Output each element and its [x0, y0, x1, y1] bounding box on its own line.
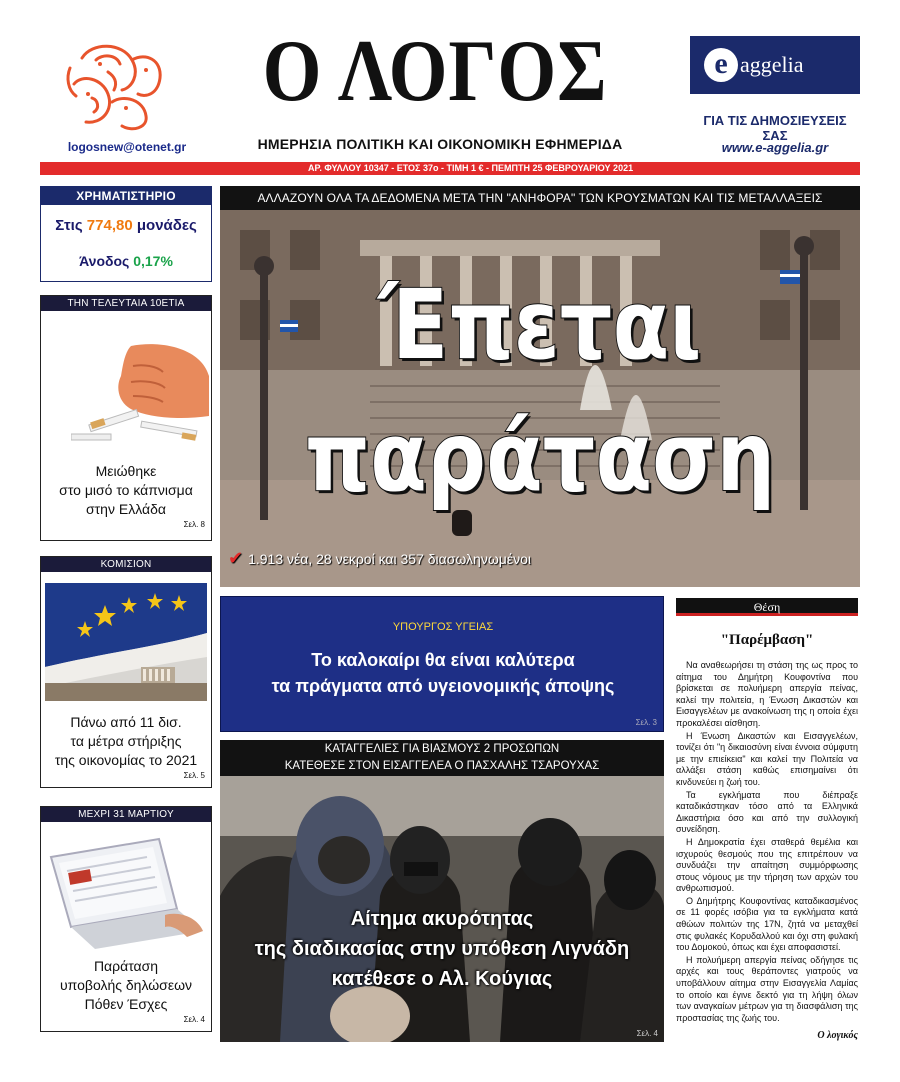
tax-header: ΜΕΧΡΙ 31 ΜΑΡΤΙΟΥ: [41, 807, 211, 822]
laptop-photo: [47, 831, 205, 949]
eaggelia-ad[interactable]: [690, 36, 860, 94]
eaggelia-tagline: ΓΙΑ ΤΙΣ ΔΗΜΟΣΙΕΥΣΕΙΣ ΣΑΣ: [703, 113, 847, 143]
issue-info-bar: [40, 162, 860, 175]
parliament-square-photo: [220, 210, 860, 587]
tax-line-2: υποβολής δηλώσεων: [59, 977, 192, 993]
lead-headline-line-2: παράταση: [304, 401, 776, 513]
health-minister-story[interactable]: [220, 596, 664, 732]
tax-page-ref: Σελ. 4: [183, 1015, 205, 1024]
commission-header: ΚΟΜΙΣΙΟΝ: [41, 557, 211, 572]
editorial-paragraph: Η Δημοκρατία έχει σταθερά θεμέλια και ισχυρούς θεσμούς που της επιτρέπουν να συνδυάζει την απαίτηση συμμόρφωσης στους νόμους με την τήρηση των αρχών του ανθρωπισμού.: [676, 836, 858, 894]
health-page-ref: Σελ. 3: [635, 718, 657, 727]
commission-story[interactable]: [40, 556, 212, 788]
lead-headline-line-1: Έπεται: [378, 269, 702, 381]
commission-line-3: της οικονομίας το 2021: [54, 752, 198, 768]
tax-line-3: Πόθεν Έσχες: [84, 996, 168, 1012]
editorial-signature: Ο λογικός: [817, 1030, 858, 1041]
crushed-cigarette-photo: [71, 336, 211, 446]
tax-declaration-story[interactable]: [40, 806, 212, 1032]
editorial-paragraph: Η πολυήμερη απεργία πείνας οδήγησε τις αρχές και τους θεράποντες γιατρούς να υποβάλλουν αίτημα στην Εισαγγελία Λαμίας το οποίο και έγινε δεκτό για τη λήψη όλων των αναγκαίων μέτρων για τη διασφάλιση της προστασίας της ζωής του.: [676, 954, 858, 1023]
eaggelia-logo-icon: e: [704, 48, 738, 82]
editorial-paragraph: Ο Δημήτρης Κουφοντίνας καταδικασμένος σε 11 φορές ισόβια για τα εγκλήματα κατά αθώων πολιτών της 17Ν, ζητά να μεταχθεί στις φυλακές Κορυδαλλού και όχι στη φυλακή του Δομοκού, όπως και έχει αποφασιστεί.: [676, 895, 858, 953]
commission-page-ref: Σελ. 5: [183, 771, 205, 780]
commission-line-2: τα μέτρα στήριξης: [70, 733, 182, 749]
court-story-photo[interactable]: [220, 776, 664, 1042]
check-mark-icon: ✔: [228, 548, 249, 568]
smoking-line-2: στο μισό το κάπνισμα: [59, 482, 193, 498]
editorial-section-header: Θέση: [676, 598, 858, 616]
commission-line-1: Πάνω από 11 δισ.: [70, 714, 182, 730]
editorial-body: [676, 660, 858, 1025]
lead-subheadline: ✔ 1.913 νέα, 28 νεκροί και 357 διασωληνωμένοι: [228, 548, 531, 568]
tax-line-1: Παράταση: [93, 958, 159, 974]
lead-kicker-banner: ΑΛΛΑΖΟΥΝ ΟΛΑ ΤΑ ΔΕΔΟΜΕΝΑ ΜΕΤΑ ΤΗΝ "ΑΝΗΦΟΡΑ" ΤΩΝ ΚΡΟΥΣΜΑΤΩΝ ΚΑΙ ΤΙΣ ΜΕΤΑΛΛΑΞΕΙΣ: [220, 186, 860, 210]
smoking-page-ref: Σελ. 8: [183, 520, 205, 529]
smoking-header: ΤΗΝ ΤΕΛΕΥΤΑΙΑ 10ΕΤΙΑ: [41, 296, 211, 311]
eaggelia-wordmark: aggelia: [740, 52, 804, 77]
eu-flag-photo: [45, 583, 207, 701]
smoking-line-3: στην Ελλάδα: [86, 501, 166, 517]
contact-email[interactable]: logosnew@otenet.gr: [67, 140, 187, 154]
editorial-paragraph: Η Ένωση Δικαστών και Εισαγγελέων, τονίζει ότι "η δικαιοσύνη είναι έννοια σύμφυτη με την επιείκεια" και καλεί την Πολιτεία να αλλάξει στάση καθώς επισημαίνει ότι κινδυνεύει η ζωή του.: [676, 730, 858, 787]
stock-market-box[interactable]: [40, 186, 212, 282]
court-kicker-banner: ΚΑΤΑΓΓΕΛΙΕΣ ΓΙΑ ΒΙΑΣΜΟΥΣ 2 ΠΡΟΣΩΠΩΝ ΚΑΤΕΘΕΣΕ ΣΤΟΝ ΕΙΣΑΓΓΕΛΕΑ Ο ΠΑΣΧΑΛΗΣ ΤΣΑΡΟΥΧΑΣ: [220, 740, 664, 776]
newspaper-subtitle: ΗΜΕΡΗΣΙΑ ΠΟΛΙΤΙΚΗ ΚΑΙ ΟΙΚΟΝΟΜΙΚΗ ΕΦΗΜΕΡΙΔΑ: [257, 136, 623, 152]
court-page-ref: Σελ. 4: [636, 1029, 658, 1038]
stock-change: Άνοδος 0,17%: [79, 253, 173, 269]
eaggelia-url[interactable]: www.e-aggelia.gr: [721, 140, 829, 155]
editorial-paragraph: Τα εγκλήματα που διέπραξε καταδικάστηκαν τόσο από τα Ελληνικά Δικαστήρια όσο και από την συλλογική συνείδηση.: [676, 789, 858, 835]
court-headline: Αίτημα ακυρότητας της διαδικασίας στην υπόθεση Λιγνάδη κατέθεσε ο Αλ. Κούγιας: [254, 908, 630, 990]
health-headline: Το καλοκαίρι θα είναι καλύτερα τα πράγματα από υγειονομικής άποψης: [271, 650, 615, 696]
faces-logo-icon: [62, 38, 172, 134]
editorial-paragraph: Να αναθεωρήσει τη στάση της ως προς το αίτημα του Δημήτρη Κουφοντίνα που βρίσκεται σε πολυήμερη απεργία πείνας, καλεί την πολιτεία, η Ένωση Δικαστών και Εισαγγελέων με ανακοίνωση της η οποία έχει προκαλέσει αίσθηση.: [676, 660, 858, 728]
smoking-story[interactable]: [40, 295, 212, 541]
editorial-title: "Παρέμβαση": [720, 632, 814, 648]
stock-points: Στις 774,80 μονάδες: [55, 217, 197, 234]
issue-info: ΑΡ. ΦΥΛΛΟΥ 10347 - ΕΤΟΣ 37ο - ΤΙΜΗ 1 € - ΠΕΜΠΤΗ 25 ΦΕΒΡΟΥΑΡΙΟΥ 2021: [308, 163, 634, 173]
smoking-line-1: Μειώθηκε: [95, 463, 157, 479]
stock-header: ΧΡΗΜΑΤΙΣΤΗΡΙΟ: [41, 187, 211, 205]
lead-story-photo[interactable]: [220, 210, 860, 587]
newspaper-title: Ο ΛΟΓΟΣ: [262, 23, 608, 120]
health-kicker: ΥΠΟΥΡΓΟΣ ΥΓΕΙΑΣ: [392, 621, 494, 633]
